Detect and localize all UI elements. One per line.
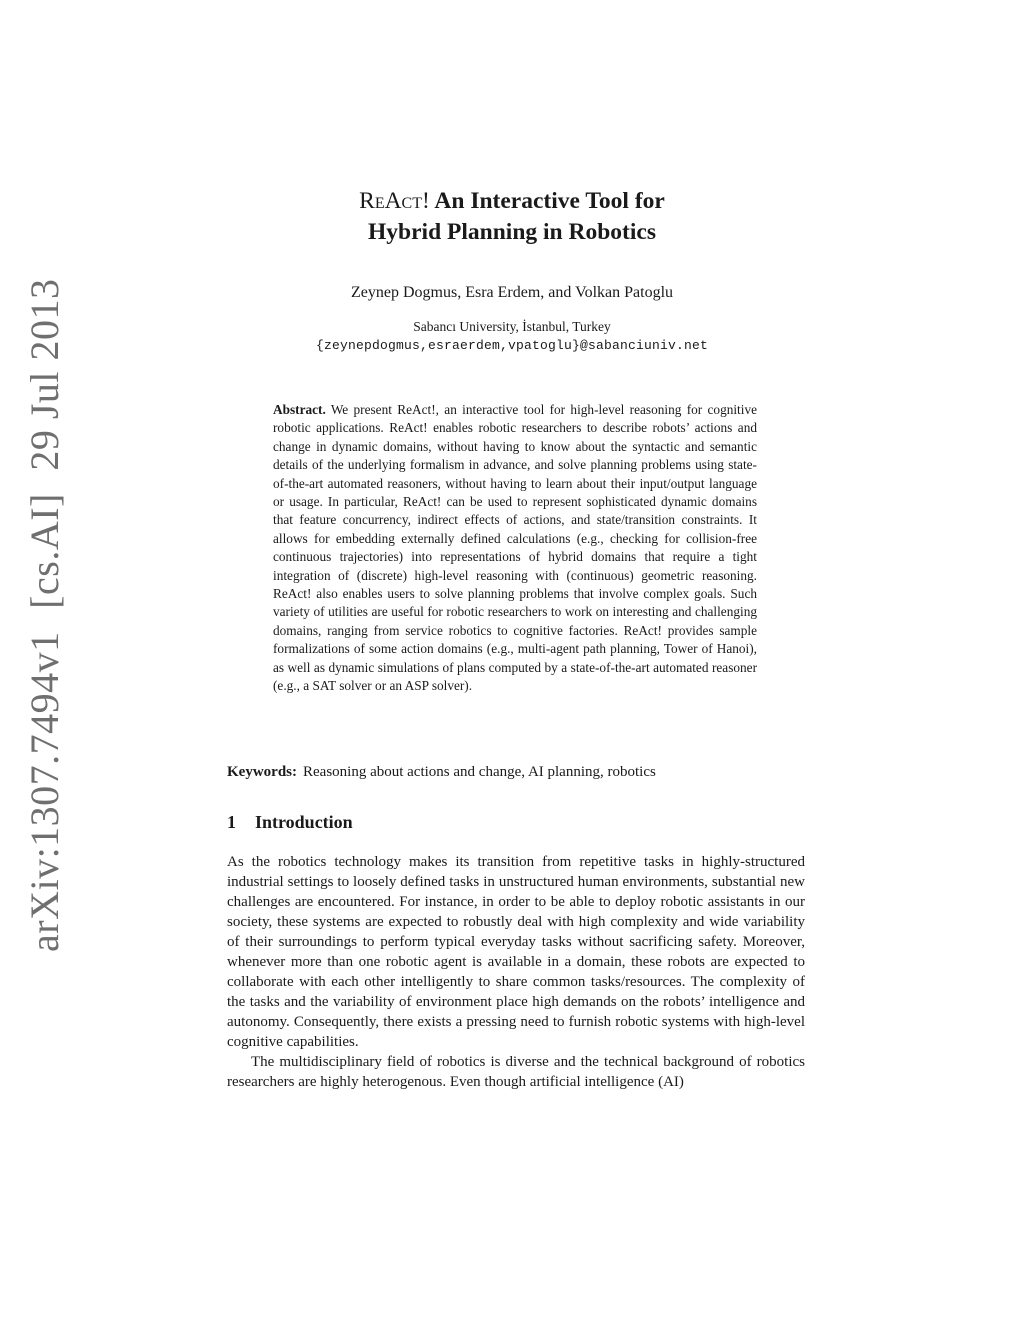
author-emails: {zeynepdogmus,esraerdem,vpatoglu}@sabanciuniv.net (315, 338, 709, 353)
arxiv-id: arXiv:1307.7494v1 (22, 631, 67, 952)
abstract-label: Abstract. (273, 402, 326, 417)
section-heading-introduction (227, 812, 353, 833)
author-list: Zeynep Dogmus, Esra Erdem, and Volkan Patoglu (350, 284, 674, 301)
title-line-2: Hybrid Planning in Robotics (368, 219, 656, 245)
abstract-text: We present ReAct!, an interactive tool for high-level reasoning for cognitive robotic applications. ReAct! enables robotic researchers to describe robots’ actions and change in dynamic domains, without having to know about the syntactic and semantic details of the underlying formalism in advance, and solve planning problems using state-of-the-art automated reasoners, without having to learn about their input/output language or usage. In particular, ReAct! can be used to represent sophisticated dynamic domains that feature concurrency, indirect effects of actions, and state/transition constraints. It allows for embedding externally defined calculations (e.g., checking for collision-free continuous trajectories) into representations of hybrid domains that require a tight integration of (discrete) high-level reasoning with (continuous) geometric reasoning. ReAct! also enables users to solve planning problems that involve complex goals. Such variety of utilities are useful for robotic researchers to work on interesting and challenging domains, ranging from service robotics to cognitive factories. ReAct! provides sample formalizations of some action domains (e.g., multi-agent path planning, Tower of Hanoi), as well as dynamic simulations of plans computed by a state-of-the-art automated reasoner (e.g., a SAT solver or an ASP solver). (273, 402, 757, 694)
title-line-1 (0, 186, 1024, 217)
paper-title (0, 186, 1024, 248)
keywords-text: Reasoning about actions and change, AI planning, robotics (303, 764, 656, 780)
arxiv-sidebar-identifier (22, 278, 68, 958)
keywords-label: Keywords: (227, 764, 297, 780)
intro-paragraph-1: As the robotics technology makes its transition from repetitive tasks in highly-structured industrial settings to loosely defined tasks in unstructured human environments, substantial new challenges are encountered. For instance, in order to be able to deploy robotic assistants in our society, these systems are expected to robustly deal with high complexity and wide variability of their surroundings to perform typical everyday tasks without sacrificing safety. Moreover, whenever more than one robotic agent is available in a domain, these robots are expected to collaborate with each other intelligently to share common tasks/resources. The complexity of the tasks and the variability of environment place high demands on the robots’ intelligence and autonomy. Consequently, there exists a pressing need to furnish robotic systems with high-level cognitive capabilities. (227, 854, 805, 1050)
title-tool-name: ReAct! (359, 188, 430, 214)
section-number: 1 (227, 812, 236, 832)
arxiv-date: 29 Jul 2013 (22, 278, 67, 471)
section-title: Introduction (255, 812, 353, 832)
keywords (227, 764, 807, 781)
abstract (273, 401, 757, 696)
affiliation: Sabancı University, İstanbul, Turkey (413, 319, 611, 334)
intro-paragraph-2: The multidisciplinary field of robotics is diverse and the technical background of robotics researchers are highly heterogenous. Even though artificial intelligence (AI) (227, 1054, 805, 1090)
title-line-1-rest: An Interactive Tool for (429, 188, 665, 214)
arxiv-category: [cs.AI] (22, 493, 67, 609)
introduction-body (227, 852, 805, 1092)
